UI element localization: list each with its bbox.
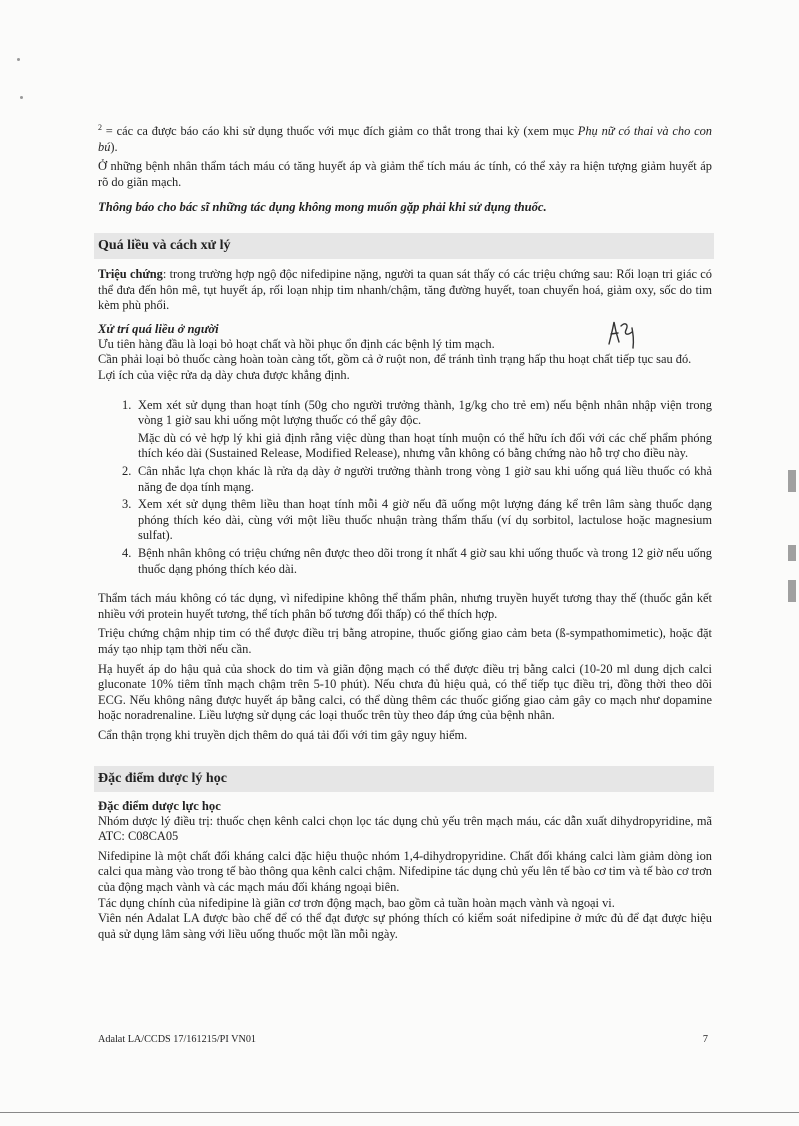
- list-number: 1.: [122, 397, 132, 412]
- footnote-reference: Phụ nữ có thai và cho con bú: [98, 124, 712, 154]
- list-item-text: Xem xét sử dụng than hoạt tính (50g cho người trưởng thành, 1g/kg cho trẻ em) nếu bệnh nhân nhập viện trong vòng 1 giờ sau khi uống một lượng thuốc có thể gây độc.: [138, 397, 712, 428]
- page-footer: [98, 1034, 708, 1045]
- adverse-footnote: [98, 120, 712, 155]
- list-item: [98, 464, 712, 495]
- scan-speck: [20, 96, 23, 99]
- management-line-1: Ưu tiên hàng đầu là loại bỏ hoạt chất và hồi phục ổn định các bệnh lý tim mạch.: [98, 336, 495, 351]
- section-heading-pharmacology: Đặc điểm dược lý học: [94, 766, 714, 792]
- list-item: [98, 546, 712, 577]
- list-item-text: Cân nhắc lựa chọn khác là rửa dạ dày ở người trưởng thành trong vòng 1 giờ sau khi uống quá liều thuốc có khả năng đe dọa tính mạng.: [138, 464, 712, 494]
- handwritten-initials-signature: [605, 318, 645, 350]
- pharmacology-paragraph-2: Nifedipine là một chất đối kháng calci đặc hiệu thuộc nhóm 1,4-dihydropyridine. Chất đối kháng calci làm giảm dòng ion calci qua màng vào trong tế bào thông qua kênh calci chậm. Nifedipine tác dụng chủ yếu lên tế bào cơ tim và tế bào cơ trơn của động mạch vành và các mạch máu đối kháng ngoại biên.: [98, 848, 712, 894]
- list-item-extra: Mặc dù có vẻ hợp lý khi giả định rằng việc dùng than hoạt tính muộn có thể hữu ích đối với các chế phẩm phóng thích kéo dài (Sustained Release, Modified Release), nhưng vẫn không có bằng chứng nào hỗ trợ cho điều này.: [138, 430, 712, 461]
- dialysis-paragraph: Thẩm tách máu không có tác dụng, vì nifedipine không thể thẩm phân, nhưng truyền huyết tương thay thế (thuốc gắn kết nhiều với protein huyết tương, thể tích phân bố tương đối thấp) có thể thích hợp.: [98, 591, 712, 621]
- management-line-2: Cần phải loại bỏ thuốc càng hoàn toàn càng tốt, gồm cả ở ruột non, để tránh tình trạng hấp thu hoạt chất tiếp tục sau đó.: [98, 352, 692, 367]
- bradycardia-paragraph: Triệu chứng chậm nhịp tim có thể được điều trị bằng atropine, thuốc giống giao cảm beta (ß-sympathomimetic), hoặc đặt máy tạo nhịp tạm thời nếu cần.: [98, 626, 712, 656]
- report-warning: Thông báo cho bác sĩ những tác dụng không mong muốn gặp phải khi sử dụng thuốc.: [98, 199, 547, 214]
- scan-edge-mark: [788, 580, 796, 602]
- pharmacology-paragraph-3: Tác dụng chính của nifedipine là giãn cơ trơn động mạch, bao gồm cả tuần hoàn mạch vành và ngoại vi.: [98, 895, 615, 910]
- footnote-marker: 2: [98, 123, 102, 132]
- pharmacology-paragraph-4: Viên nén Adalat LA được bào chế để có thể đạt được sự phóng thích có kiểm soát nifedipine ở mức đủ để đạt được hiệu quả sử dụng lâm sàng với liều uống thuốc một lần mỗi ngày.: [98, 911, 712, 941]
- scan-edge-mark: [788, 470, 796, 492]
- hypotension-note: Ở những bệnh nhân thẩm tách máu có tăng huyết áp và giảm thể tích máu ác tính, có thể xảy ra hiện tượng giảm huyết áp rõ do giãn mạch.: [98, 159, 712, 189]
- symptoms-paragraph: [98, 267, 712, 314]
- subheading-management: Xử trí quá liều ở người: [98, 321, 219, 336]
- subheading-pharmacodynamics: Đặc điểm dược lực học: [98, 798, 221, 813]
- symptoms-label: Triệu chứng: [98, 267, 163, 282]
- symptoms-text: : trong trường hợp ngộ độc nifedipine nặng, người ta quan sát thấy có các triệu chứng sau: Rối loạn tri giác có thể đưa đến hôn mê, tụt huyết áp, rối loạn nhịp tim nhanh/chậm, tăng đường huyết, toan chuyển hoá, giảm oxy, sốc do tim kèm phù phổi.: [98, 267, 713, 313]
- hypotension-paragraph: Hạ huyết áp do hậu quả của shock do tim và giãn động mạch có thể được điều trị bằng calci (10-20 ml dung dịch calci gluconate 10% tiêm tĩnh mạch chậm trên 5-10 phút). Nếu chưa đủ hiệu quả, có thể tiếp tục điều trị, đồng thời theo dõi ECG. Nếu không nâng được huyết áp bằng calci, có thể dùng thêm các thuốc giống giao cảm gây co mạch như dopamine hoặc noradrenaline. Liều lượng sử dụng các loại thuốc trên tùy theo đáp ứng của bệnh nhân.: [98, 661, 712, 723]
- scan-speck: [17, 58, 20, 61]
- list-item-text: Xem xét sử dụng thêm liều than hoạt tính mỗi 4 giờ nếu đã uống một lượng đáng kể trên lâm sàng thuốc dạng phóng thích kéo dài, cùng với một liều thuốc nhuận tràng thẩm thấu (ví dụ sorbitol, lactulose hoặc magnesium sulfat).: [138, 497, 712, 543]
- section-heading-overdose: Quá liều và cách xử lý: [94, 233, 714, 259]
- scan-edge-mark: [788, 545, 796, 561]
- document-id: Adalat LA/CCDS 17/161215/PI VN01: [98, 1034, 257, 1045]
- document-page: [98, 120, 712, 942]
- page-number: 7: [702, 1034, 708, 1045]
- management-line-3: Lợi ích của việc rửa dạ dày chưa được khẳng định.: [98, 368, 350, 383]
- scan-bottom-line: [0, 1112, 799, 1113]
- list-item: [98, 398, 712, 462]
- caution-paragraph: Cẩn thận trọng khi truyền dịch thêm do quá tải đối với tim gây nguy hiểm.: [98, 727, 468, 742]
- footnote-end: ).: [110, 139, 118, 154]
- list-number: 4.: [122, 546, 132, 560]
- management-list: [98, 398, 712, 578]
- list-number: 3.: [122, 497, 132, 512]
- footnote-text: = các ca được báo cáo khi sử dụng thuốc với mục đích giảm co thắt trong thai kỳ (xem mục: [102, 124, 578, 139]
- list-item-text: Bệnh nhân không có triệu chứng nên được theo dõi trong ít nhất 4 giờ sau khi uống thuốc và trong 12 giờ nếu uống thuốc dạng phóng thích kéo dài.: [138, 546, 712, 576]
- list-item: [98, 497, 712, 544]
- pharmacology-paragraph-1: Nhóm dược lý điều trị: thuốc chẹn kênh calci chọn lọc tác dụng chủ yếu trên mạch máu, các dẫn xuất dihydropyridine, mã ATC: C08CA05: [98, 813, 712, 844]
- list-number: 2.: [122, 464, 132, 479]
